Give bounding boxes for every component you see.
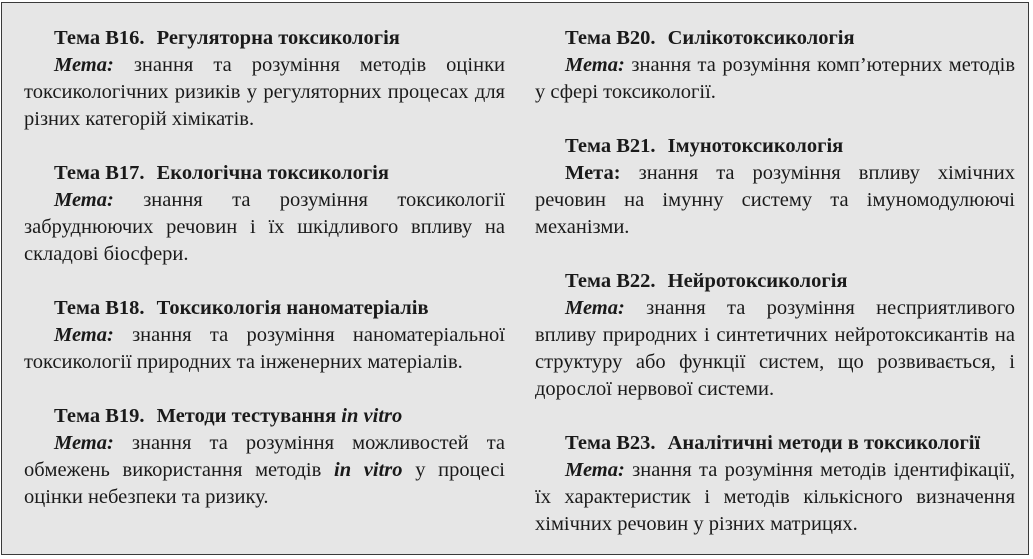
- topic-title: [24, 25, 505, 52]
- goal-text: знання та розуміння методів оцінки токсикологічних ризиків у регуляторних процесах для різних категорій хімікатів.: [24, 54, 506, 130]
- topic-b19: [24, 403, 505, 511]
- goal-label: Мета:: [565, 459, 625, 481]
- goal-text: знання та розуміння токсикології забруднюючих речовин і їх шкідливого впливу на складові біосфери.: [24, 189, 506, 265]
- goal-text: знання та розуміння впливу хімічних речовин на імунну систему та імуномодулюючі механізми.: [535, 162, 1016, 238]
- topic-b20: [535, 25, 1015, 106]
- topic-number: Тема B22.: [565, 270, 656, 292]
- topic-title: [535, 25, 1015, 52]
- topic-title: [535, 268, 1015, 295]
- topic-number: Тема B20.: [565, 27, 656, 49]
- topic-title: [535, 430, 1015, 457]
- topic-b23: [535, 430, 1015, 538]
- topic-description: [24, 322, 505, 376]
- topic-title: [535, 133, 1015, 160]
- goal-label: Мета:: [54, 432, 114, 454]
- topic-title: [24, 403, 505, 430]
- goal-label: Мета:: [565, 297, 625, 319]
- right-column: [535, 25, 1015, 538]
- goal-label: Мета:: [565, 162, 621, 184]
- goal-text: знання та розуміння комп’ютерних методів у сфері токсикології.: [535, 54, 1015, 103]
- topic-number: Тема B17.: [54, 162, 145, 184]
- goal-label: Мета:: [54, 324, 114, 346]
- topic-name: Методи тестування: [156, 405, 337, 427]
- goal-text: знання та розуміння наноматеріальної токсикології природних та інженерних матеріалів.: [24, 324, 505, 373]
- topic-b17: [24, 160, 505, 268]
- goal-text: знання та розуміння несприятливого впливу природних і синтетичних нейротоксикантів на структуру або функції систем, що розвивається, і дорослої нервової системи.: [535, 297, 1016, 400]
- goal-label: Мета:: [565, 54, 625, 76]
- topic-b22: [535, 268, 1015, 403]
- topic-b21: [535, 133, 1015, 241]
- topic-name: Регуляторна токсикологія: [156, 27, 400, 49]
- left-column: [24, 25, 505, 511]
- topic-name: Силікотоксикологія: [667, 27, 855, 49]
- topic-description: [24, 52, 505, 133]
- goal-text-end: у процесі оцінки небезпеки та ризику.: [24, 459, 506, 508]
- topic-number: Тема B23.: [565, 432, 656, 454]
- topic-name-italic: in vitro: [341, 405, 403, 427]
- goal-label: Мета:: [54, 54, 114, 76]
- topic-name: Екологічна токсикологія: [156, 162, 389, 184]
- topic-name: Токсикологія наноматеріалів: [156, 297, 429, 319]
- topic-number: Тема B16.: [54, 27, 145, 49]
- topic-name: Імунотоксикологія: [667, 135, 844, 157]
- topic-description: [24, 430, 505, 511]
- topic-number: Тема B18.: [54, 297, 145, 319]
- topic-name: Аналітичні методи в токсикології: [667, 432, 981, 454]
- goal-text-italic: in vitro: [334, 459, 403, 481]
- topic-title: [24, 295, 505, 322]
- goal-label: Мета:: [54, 189, 114, 211]
- topic-description: [535, 160, 1015, 241]
- goal-text: знання та розуміння методів ідентифікації, їх характеристик і методів кількісного визначення хімічних речовин у різних матрицях.: [535, 459, 1015, 535]
- topic-description: [535, 457, 1015, 538]
- topic-title: [24, 160, 505, 187]
- topic-description: [24, 187, 505, 268]
- topic-description: [535, 52, 1015, 106]
- topics-panel: [1, 2, 1029, 555]
- goal-text: знання та розуміння можливостей та обмежень використання методів: [24, 432, 506, 481]
- topic-number: Тема B19.: [54, 405, 145, 427]
- topic-b18: [24, 295, 505, 376]
- topic-description: [535, 295, 1015, 403]
- topic-number: Тема B21.: [565, 135, 656, 157]
- topic-name: Нейротоксикологія: [667, 270, 848, 292]
- topic-b16: [24, 25, 505, 133]
